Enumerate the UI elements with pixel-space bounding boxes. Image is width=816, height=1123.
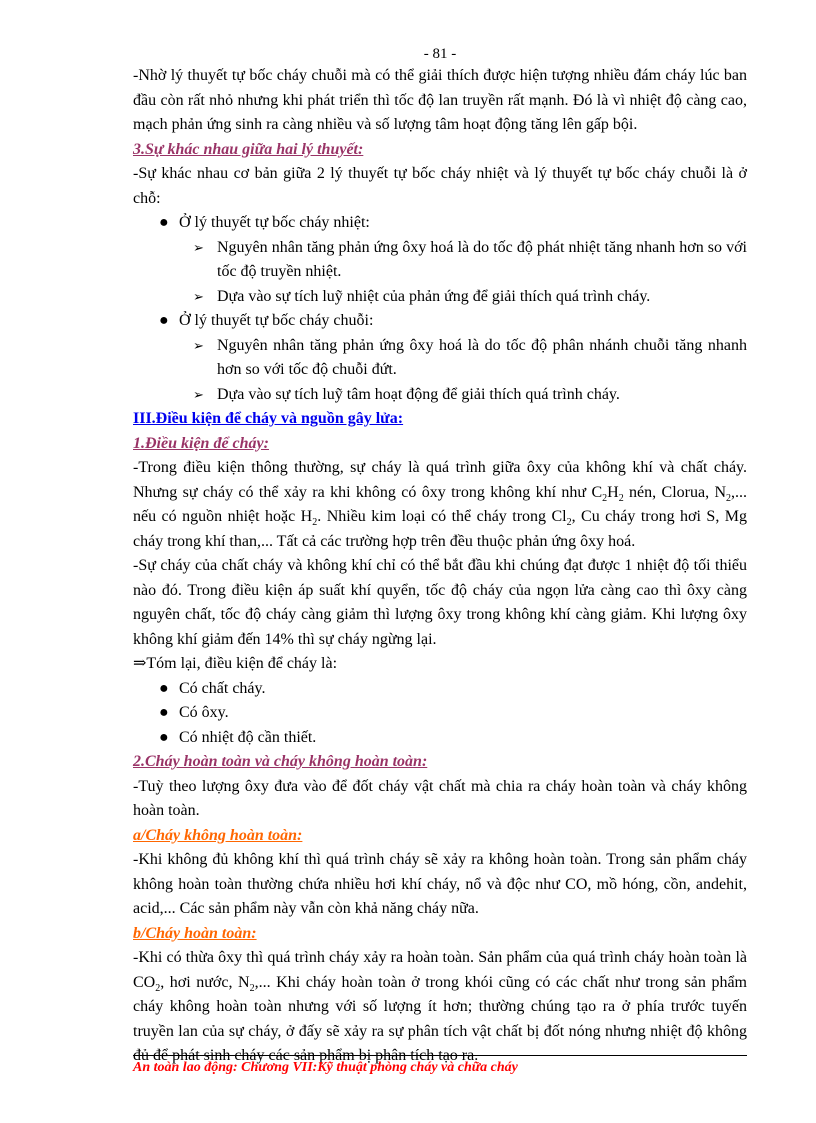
list-item — [133, 383, 747, 408]
bullet-icon: ● — [159, 214, 169, 231]
list-item: ● Có chất cháy. — [133, 677, 747, 702]
section-3-paragraph: -Sự khác nhau cơ bản giữa 2 lý thuyết tự bốc cháy nhiệt và lý thuyết tự bốc cháy chuỗi là ở chỗ: — [133, 165, 747, 207]
conditions-list — [133, 677, 747, 751]
subitem-text: Dựa vào sự tích luỹ tâm hoạt động để giải thích quá trình cháy. — [217, 385, 620, 403]
bullet-icon: ● — [159, 704, 169, 721]
bullet-icon: ● — [159, 728, 169, 746]
arrow-icon: ➢ — [193, 288, 204, 304]
arrow-icon: ➢ — [193, 337, 204, 353]
bullet-icon: ● — [159, 679, 169, 697]
implies-icon: ⇒ — [133, 655, 147, 672]
subitem-text: Nguyên nhân tăng phản ứng ôxy hoá là do tốc độ phát nhiệt tăng nhanh hơn so với tốc độ truyền nhiệt. — [217, 238, 747, 280]
intro-paragraph: -Nhờ lý thuyết tự bốc cháy chuỗi mà có thể giải thích được hiện tượng nhiều đám cháy lúc ban đầu còn rất nhỏ nhưng khi phát triển thì tốc độ lan truyền rất mạnh. Đó là vì nhiệt độ càng cao, mạch phản ứng sinh ra càng nhiều và số lượng tâm hoạt động tăng lên gấp bội. — [133, 67, 747, 133]
page-number: - 81 - — [423, 46, 457, 62]
page-footer: An toàn lao động: Chương VII:Kỹ thuật phòng cháy và chữa cháy — [133, 1060, 518, 1075]
subsection-2-heading: 2.Cháy hoàn toàn và cháy không hoàn toàn: — [133, 753, 428, 770]
document-page — [133, 44, 747, 1069]
subitem-text: Nguyên nhân tăng phản ứng ôxy hoá là do tốc độ phân nhánh chuỗi tăng nhanh hơn so với tốc độ chuỗi đứt. — [217, 336, 747, 378]
section-III-heading: III.Điều kiện để cháy và nguồn gây lửa: — [133, 410, 404, 427]
list-item — [133, 211, 747, 236]
arrow-icon: ➢ — [193, 386, 204, 402]
list-item: ● Có nhiệt độ cần thiết. — [133, 726, 747, 751]
subsection-1-heading: 1.Điều kiện để cháy: — [133, 434, 269, 452]
section-3-heading: 3.Sự khác nhau giữa hai lý thuyết: — [133, 140, 364, 158]
theory-subitems — [133, 236, 747, 310]
subsection-2a-heading: a/Cháy không hoàn toàn: — [133, 826, 303, 844]
theory-title: Ở lý thuyết tự bốc cháy chuỗi: — [179, 312, 374, 329]
arrow-icon: ➢ — [193, 239, 204, 255]
complete-combustion-paragraph: -Khi có thừa ôxy thì quá trình cháy xảy ra hoàn toàn. Sản phẩm của quá trình cháy hoàn toàn là $CO_2$, hơi nước, $N_2$,... Khi cháy hoàn toàn ở trong khói cũng có các chất như trong sản phẩm cháy không hoàn toàn nhưng với số lượng ít hơn; thường chúng tạo ra ở phía trước tuyến truyền lan của sự cháy, ở đấy sẽ xảy ra sự phân tích vật chất bị đốt nóng nhưng nhiệt độ không đủ để phát sinh cháy các sản phẩm bị phân tích tạo ra. — [133, 949, 747, 1064]
summary-line: ⇒Tóm lại, điều kiện để cháy là: — [133, 655, 338, 672]
combustion-paragraph: -Tuỳ theo lượng ôxy đưa vào để đốt cháy vật chất mà chia ra cháy hoàn toàn và cháy không hoàn toàn. — [133, 777, 747, 819]
subitem-text: Dựa vào sự tích luỹ nhiệt của phản ứng để giải thích quá trình cháy. — [217, 287, 651, 305]
subsection-2b-heading: b/Cháy hoàn toàn: — [133, 924, 257, 942]
footer-divider — [133, 1055, 747, 1056]
theory-list — [133, 309, 747, 334]
list-item: ● Có ôxy. — [133, 701, 747, 726]
list-item — [133, 236, 747, 285]
conditions-paragraph-2: -Sự cháy của chất cháy và không khí chỉ có thể bắt đầu khi chúng đạt được 1 nhiệt độ tối thiểu nào đó. Trong điều kiện áp suất khí quyển, tốc độ cháy của ngọn lửa càng cao thì ôxy càng nguyên chất, tốc độ cháy càng giảm thì lượng ôxy trong không khí càng giảm. Khi lượng ôxy không khí giảm đến 14% thì sự cháy ngừng lại. — [133, 557, 747, 648]
theory-list — [133, 211, 747, 236]
bullet-icon: ● — [159, 312, 169, 329]
theory-subitems — [133, 334, 747, 408]
list-item — [133, 285, 747, 310]
theory-title: Ở lý thuyết tự bốc cháy nhiệt: — [179, 214, 370, 231]
list-item — [133, 309, 747, 334]
incomplete-combustion-paragraph: -Khi không đủ không khí thì quá trình cháy sẽ xảy ra không hoàn toàn. Trong sản phẩm cháy không hoàn toàn thường chứa nhiều hơi khí cháy, nổ và độc như CO, mồ hóng, cồn, andehit, acid,... Các sản phẩm này vẫn còn khả năng cháy nữa. — [133, 851, 747, 917]
list-item — [133, 334, 747, 383]
conditions-paragraph-1: -Trong điều kiện thông thường, sự cháy là quá trình giữa ôxy của không khí và chất cháy. Nhưng sự cháy có thể xảy ra khi không có ôxy trong không khí như $C_2H_2$ nén, Clorua, $N_2$,... nếu có nguồn nhiệt hoặc $H_2$. Nhiều kim loại có thể cháy trong $Cl_2$, Cu cháy trong hơi S, Mg cháy trong khí than,... Tất cả các trường hợp trên đều thuộc phản ứng ôxy hoá. — [133, 459, 747, 550]
